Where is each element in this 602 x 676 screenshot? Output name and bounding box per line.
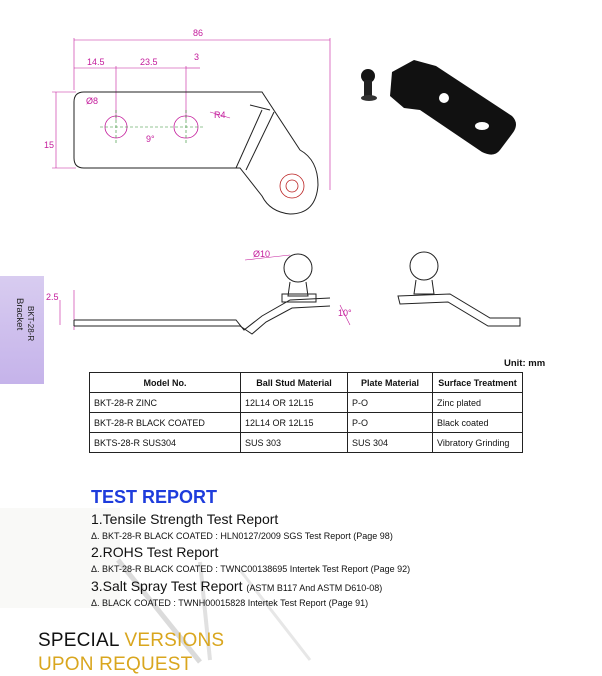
cell: BKT-28-R BLACK COATED (90, 413, 241, 433)
dim-ball: Ø10 (253, 249, 271, 259)
dim-radius: R4 (214, 110, 226, 120)
dim-angle2: 10° (338, 308, 352, 318)
report-heading-3: 3.Salt Spray Test Report (91, 578, 243, 594)
col-plate: Plate Material (348, 373, 433, 393)
col-ball-stud: Ball Stud Material (241, 373, 348, 393)
report-detail-1: Δ. BKT-28-R BLACK COATED : HLN0127/2009 SGS Test Report (Page 98) (91, 531, 393, 541)
dim-overall: 86 (193, 28, 204, 38)
col-model: Model No. (90, 373, 241, 393)
report-heading-2: 2.ROHS Test Report (91, 544, 219, 560)
cell: Vibratory Grinding (433, 433, 523, 453)
dim-d2: 23.5 (140, 57, 158, 67)
cell: 12L14 OR 12L15 (241, 413, 348, 433)
cell: BKT-28-R ZINC (90, 393, 241, 413)
cell: P-O (348, 393, 433, 413)
report-heading-1: 1.Tensile Strength Test Report (91, 511, 279, 527)
report-detail-3: Δ. BLACK COATED : TWNH00015828 Intertek Test Report (Page 91) (91, 598, 369, 608)
cell: Black coated (433, 413, 523, 433)
dim-d1: 14.5 (87, 57, 105, 67)
cell: SUS 304 (348, 433, 433, 453)
dim-d3: 3 (194, 52, 200, 62)
dim-thickness: 2.5 (46, 292, 59, 302)
cell: 12L14 OR 12L15 (241, 393, 348, 413)
dim-hole: Ø8 (86, 96, 99, 106)
report-detail-2: Δ. BKT-28-R BLACK COATED : TWNC00138695 Intertek Test Report (Page 92) (91, 564, 411, 574)
report-heading-3-row (91, 578, 382, 594)
test-report-title: TEST REPORT (91, 487, 218, 507)
cell: P-O (348, 413, 433, 433)
col-surface: Surface Treatment (433, 373, 523, 393)
special-versions-line (38, 630, 224, 652)
upon-request-line: UPON REQUEST (38, 654, 193, 675)
cell: BKTS-28-R SUS304 (90, 433, 241, 453)
side-tab-model: BKT-28-R (26, 306, 35, 342)
dim-angle1: 9° (146, 134, 155, 144)
report-heading-3-note: (ASTM B117 And ASTM D610-08) (246, 583, 383, 593)
versions-word: VERSIONS (124, 630, 225, 651)
cell: Zinc plated (433, 393, 523, 413)
dim-height: 15 (44, 140, 55, 150)
cell: SUS 303 (241, 433, 348, 453)
special-word: SPECIAL (38, 630, 119, 651)
unit-label: Unit: mm (504, 358, 546, 369)
side-tab-category: Bracket (14, 298, 25, 331)
